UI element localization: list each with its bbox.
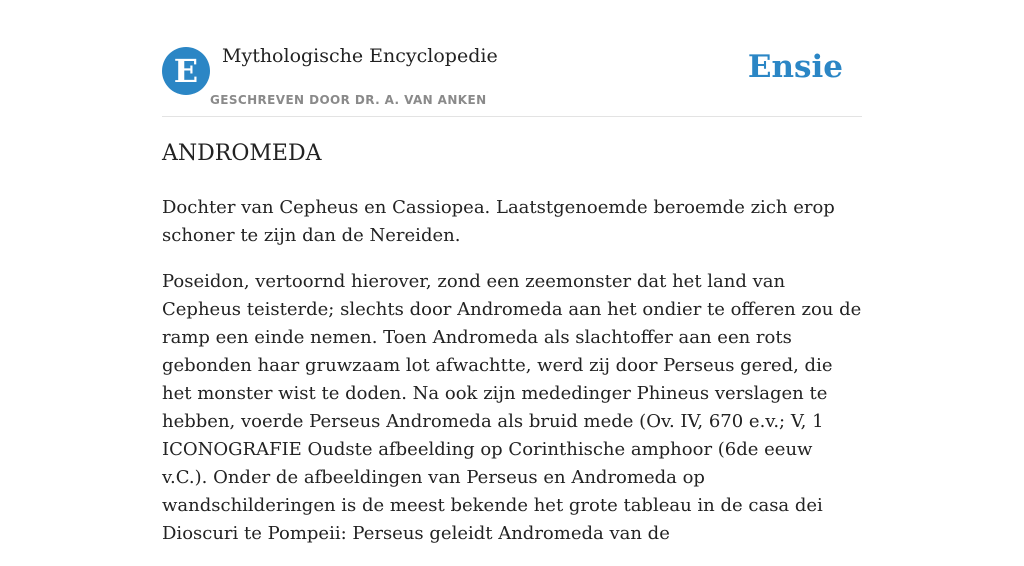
logo-letter: E [173, 52, 199, 90]
article-title: ANDROMEDA [162, 141, 322, 166]
article-paragraph: Dochter van Cepheus en Cassiopea. Laatstgenoemde beroemde zich erop schoner te zijn dan de Nereiden. [162, 197, 835, 246]
article-paragraph: Poseidon, vertoornd hierover, zond een zeemonster dat het land van Cepheus teisterde; slechts door Andromeda aan het ondier te offeren zou de ramp een einde nemen. Toen Andromeda als slachtoffer aan een rots gebonden haar gruwzaam lot afwachtte, werd zij door Perseus gered, die het monster wist te doden. Na ook zijn mededinger Phineus verslagen te hebben, voerde Perseus Andromeda als bruid mede (Ov. IV, 670 e.v.; V, 1 ICONOGRAFIE Oudste afbeelding op Corinthische amphoor (6de eeuw v.C.). Onder de afbeeldingen van Perseus en Andromeda op wandschilderingen is de meest bekende het grote tableau in de casa dei Dioscuri te Pompeii: Perseus geleidt Andromeda van de [162, 271, 862, 544]
encyclopedia-logo-icon[interactable] [162, 47, 210, 95]
author-byline: GESCHREVEN DOOR DR. A. VAN ANKEN [210, 93, 487, 107]
article [162, 138, 862, 566]
ensie-brand-logo[interactable]: Ensie [747, 49, 843, 85]
book-title-link[interactable]: Mythologische Encyclopedie [222, 45, 498, 67]
site-header [162, 0, 862, 117]
